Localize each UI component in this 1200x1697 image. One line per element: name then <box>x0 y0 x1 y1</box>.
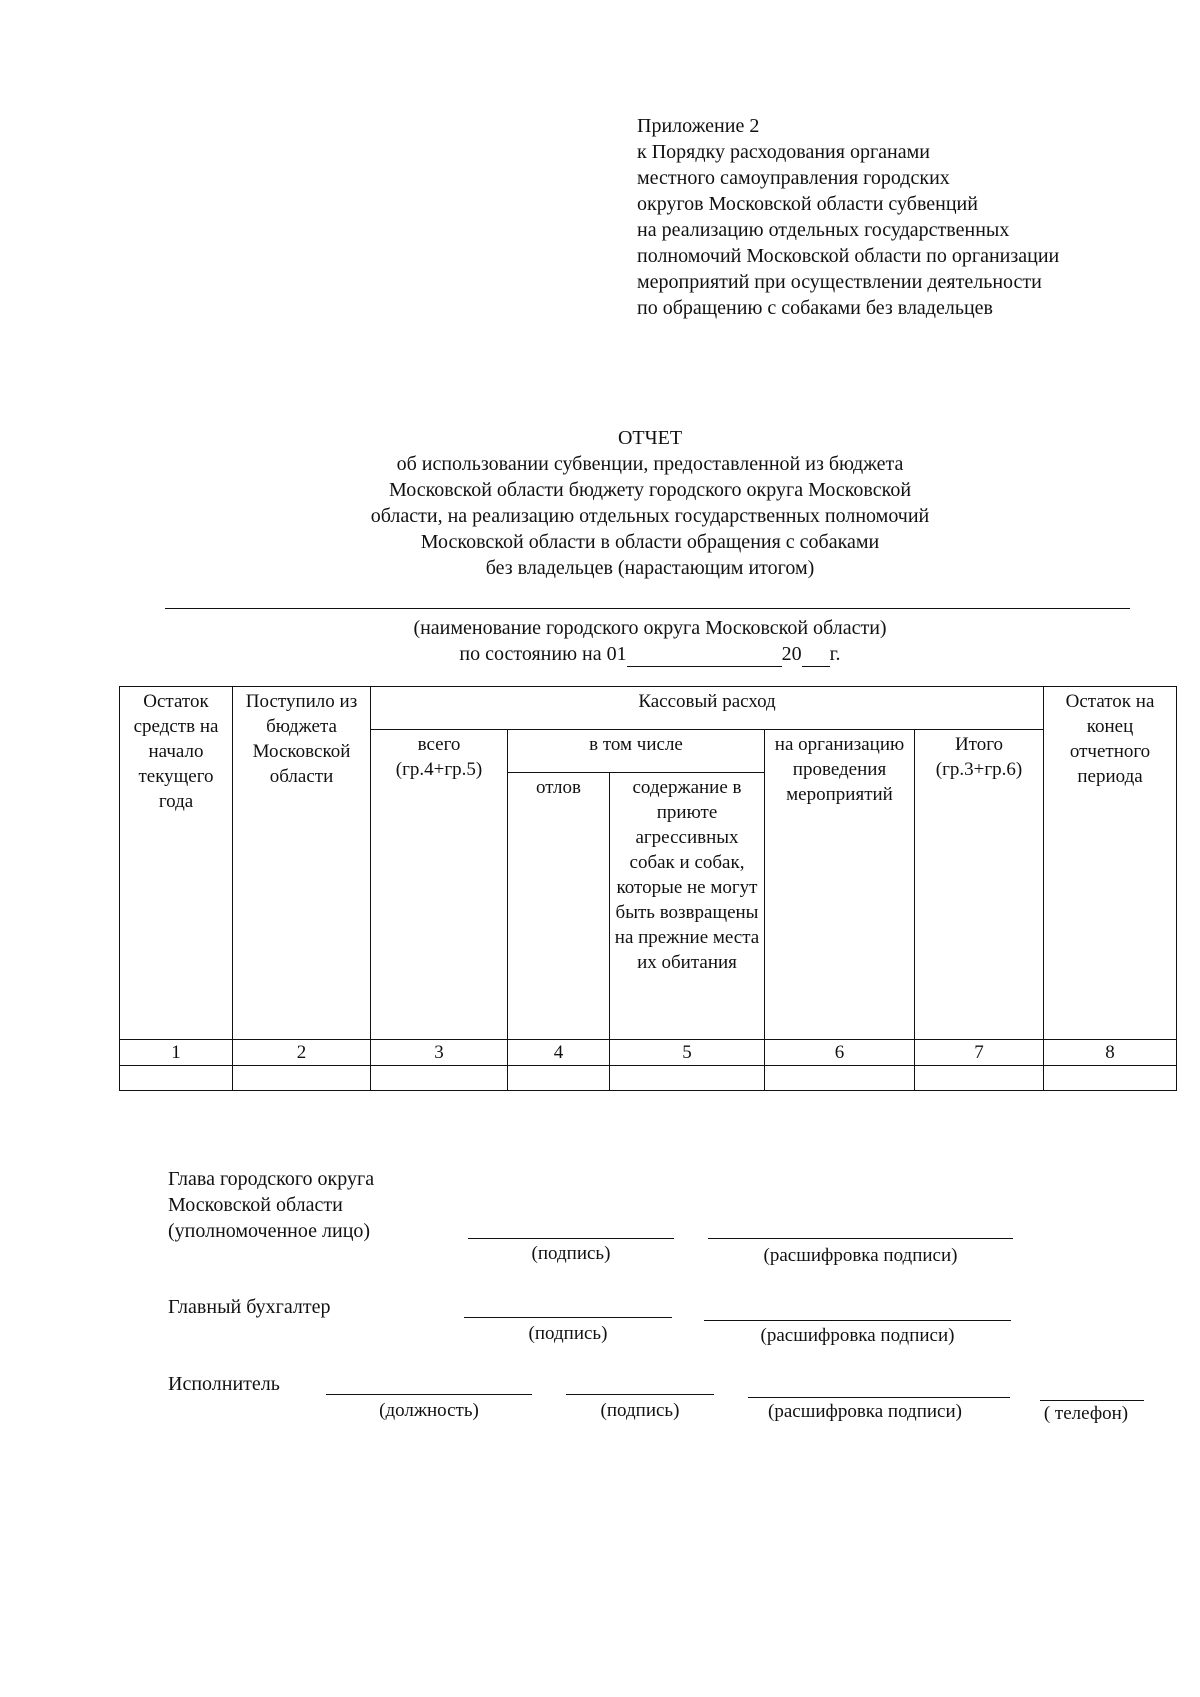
head-line: (уполномоченное лицо) <box>168 1220 371 1242</box>
header-itogo: Итого (гр.3+гр.6) <box>915 730 1044 1040</box>
appendix-line: местного самоуправления городских <box>637 167 950 189</box>
head-line: Московской области <box>168 1194 343 1216</box>
header-rest-end: Остаток на конец отчетного периода <box>1044 687 1177 1040</box>
header-cash-expense: Кассовый расход <box>371 687 1044 730</box>
data-cell[interactable] <box>610 1066 765 1091</box>
appendix-line: к Порядку расходования органами <box>637 141 930 163</box>
column-number: 2 <box>233 1040 371 1066</box>
report-table <box>119 686 1177 1091</box>
executor-phone-caption: ( телефон) <box>1043 1403 1129 1424</box>
appendix-line: Приложение 2 <box>637 115 760 137</box>
date-blank <box>627 646 782 667</box>
column-number: 8 <box>1044 1040 1177 1066</box>
report-date-line <box>300 641 1000 667</box>
header-total: всего (гр.4+гр.5) <box>371 730 508 1040</box>
executor-position-caption: (должность) <box>379 1400 479 1421</box>
header-organization: на организацию проведения мероприятий <box>765 730 915 1040</box>
column-number: 4 <box>508 1040 610 1066</box>
date-year: 20 <box>781 643 802 665</box>
data-cell[interactable] <box>765 1066 915 1091</box>
data-cell[interactable] <box>371 1066 508 1091</box>
executor-phone-line[interactable] <box>1040 1400 1144 1401</box>
report-subtitle-line: об использовании субвенции, предоставленной из бюджета <box>396 453 904 475</box>
header-received: Поступило из бюджета Московской области <box>233 687 371 1040</box>
report-title-block <box>300 425 1000 581</box>
header-rest-start: Остаток средств на начало текущего года <box>120 687 233 1040</box>
accountant-label: Главный бухгалтер <box>168 1296 331 1318</box>
report-subtitle-line: Московской области в области обращения с собаками <box>420 531 880 553</box>
head-decode-line[interactable] <box>708 1238 1013 1239</box>
accountant-signature-line[interactable] <box>464 1317 672 1318</box>
data-cell[interactable] <box>508 1066 610 1091</box>
column-number: 1 <box>120 1040 233 1066</box>
district-name-line <box>165 608 1130 609</box>
executor-label: Исполнитель <box>168 1373 280 1395</box>
appendix-line: на реализацию отдельных государственных <box>637 219 1010 241</box>
column-number: 6 <box>765 1040 915 1066</box>
header-keeping: содержание в приюте агрессивных собак и собак, которые не могут быть возвращены на прежние места их обитания <box>610 773 765 1040</box>
executor-position-line[interactable] <box>326 1394 532 1395</box>
accountant-signature-caption: (подпись) <box>528 1323 608 1344</box>
report-subtitle-line: без владельцев (нарастающим итогом) <box>485 557 815 579</box>
report-subtitle-line: Московской области бюджету городского округа Московской <box>388 479 912 501</box>
head-signature-line[interactable] <box>468 1238 674 1239</box>
appendix-header <box>637 113 1059 321</box>
column-number: 3 <box>371 1040 508 1066</box>
accountant-decode-caption: (расшифровка подписи) <box>760 1325 955 1346</box>
report-title: ОТЧЕТ <box>617 427 683 449</box>
executor-decode-line[interactable] <box>748 1397 1010 1398</box>
column-number: 5 <box>610 1040 765 1066</box>
appendix-line: мероприятий при осуществлении деятельности <box>637 271 1042 293</box>
column-number: 7 <box>915 1040 1044 1066</box>
data-cell[interactable] <box>233 1066 371 1091</box>
executor-signature-caption: (подпись) <box>600 1400 680 1421</box>
appendix-line: по обращению с собаками без владельцев <box>637 297 993 319</box>
report-subtitle-line: области, на реализацию отдельных государственных полномочий <box>370 505 930 527</box>
data-cell[interactable] <box>915 1066 1044 1091</box>
header-catching: отлов <box>508 773 610 1040</box>
data-cell[interactable] <box>1044 1066 1177 1091</box>
head-decode-caption: (расшифровка подписи) <box>763 1245 958 1266</box>
accountant-decode-line[interactable] <box>704 1320 1011 1321</box>
head-line: Глава городского округа <box>168 1168 375 1190</box>
district-name-caption: (наименование городского округа Московской области) <box>413 617 887 639</box>
header-including: в том числе <box>508 730 765 773</box>
head-signature-caption: (подпись) <box>531 1243 611 1264</box>
executor-decode-caption: (расшифровка подписи) <box>768 1401 962 1422</box>
year-blank <box>802 646 830 667</box>
date-suffix: г. <box>829 643 841 665</box>
appendix-line: округов Московской области субвенций <box>637 193 978 215</box>
head-signatory <box>168 1166 374 1244</box>
date-prefix: по состоянию на 01 <box>459 643 627 665</box>
appendix-line: полномочий Московской области по организации <box>637 245 1060 267</box>
data-cell[interactable] <box>120 1066 233 1091</box>
executor-signature-line[interactable] <box>566 1394 714 1395</box>
